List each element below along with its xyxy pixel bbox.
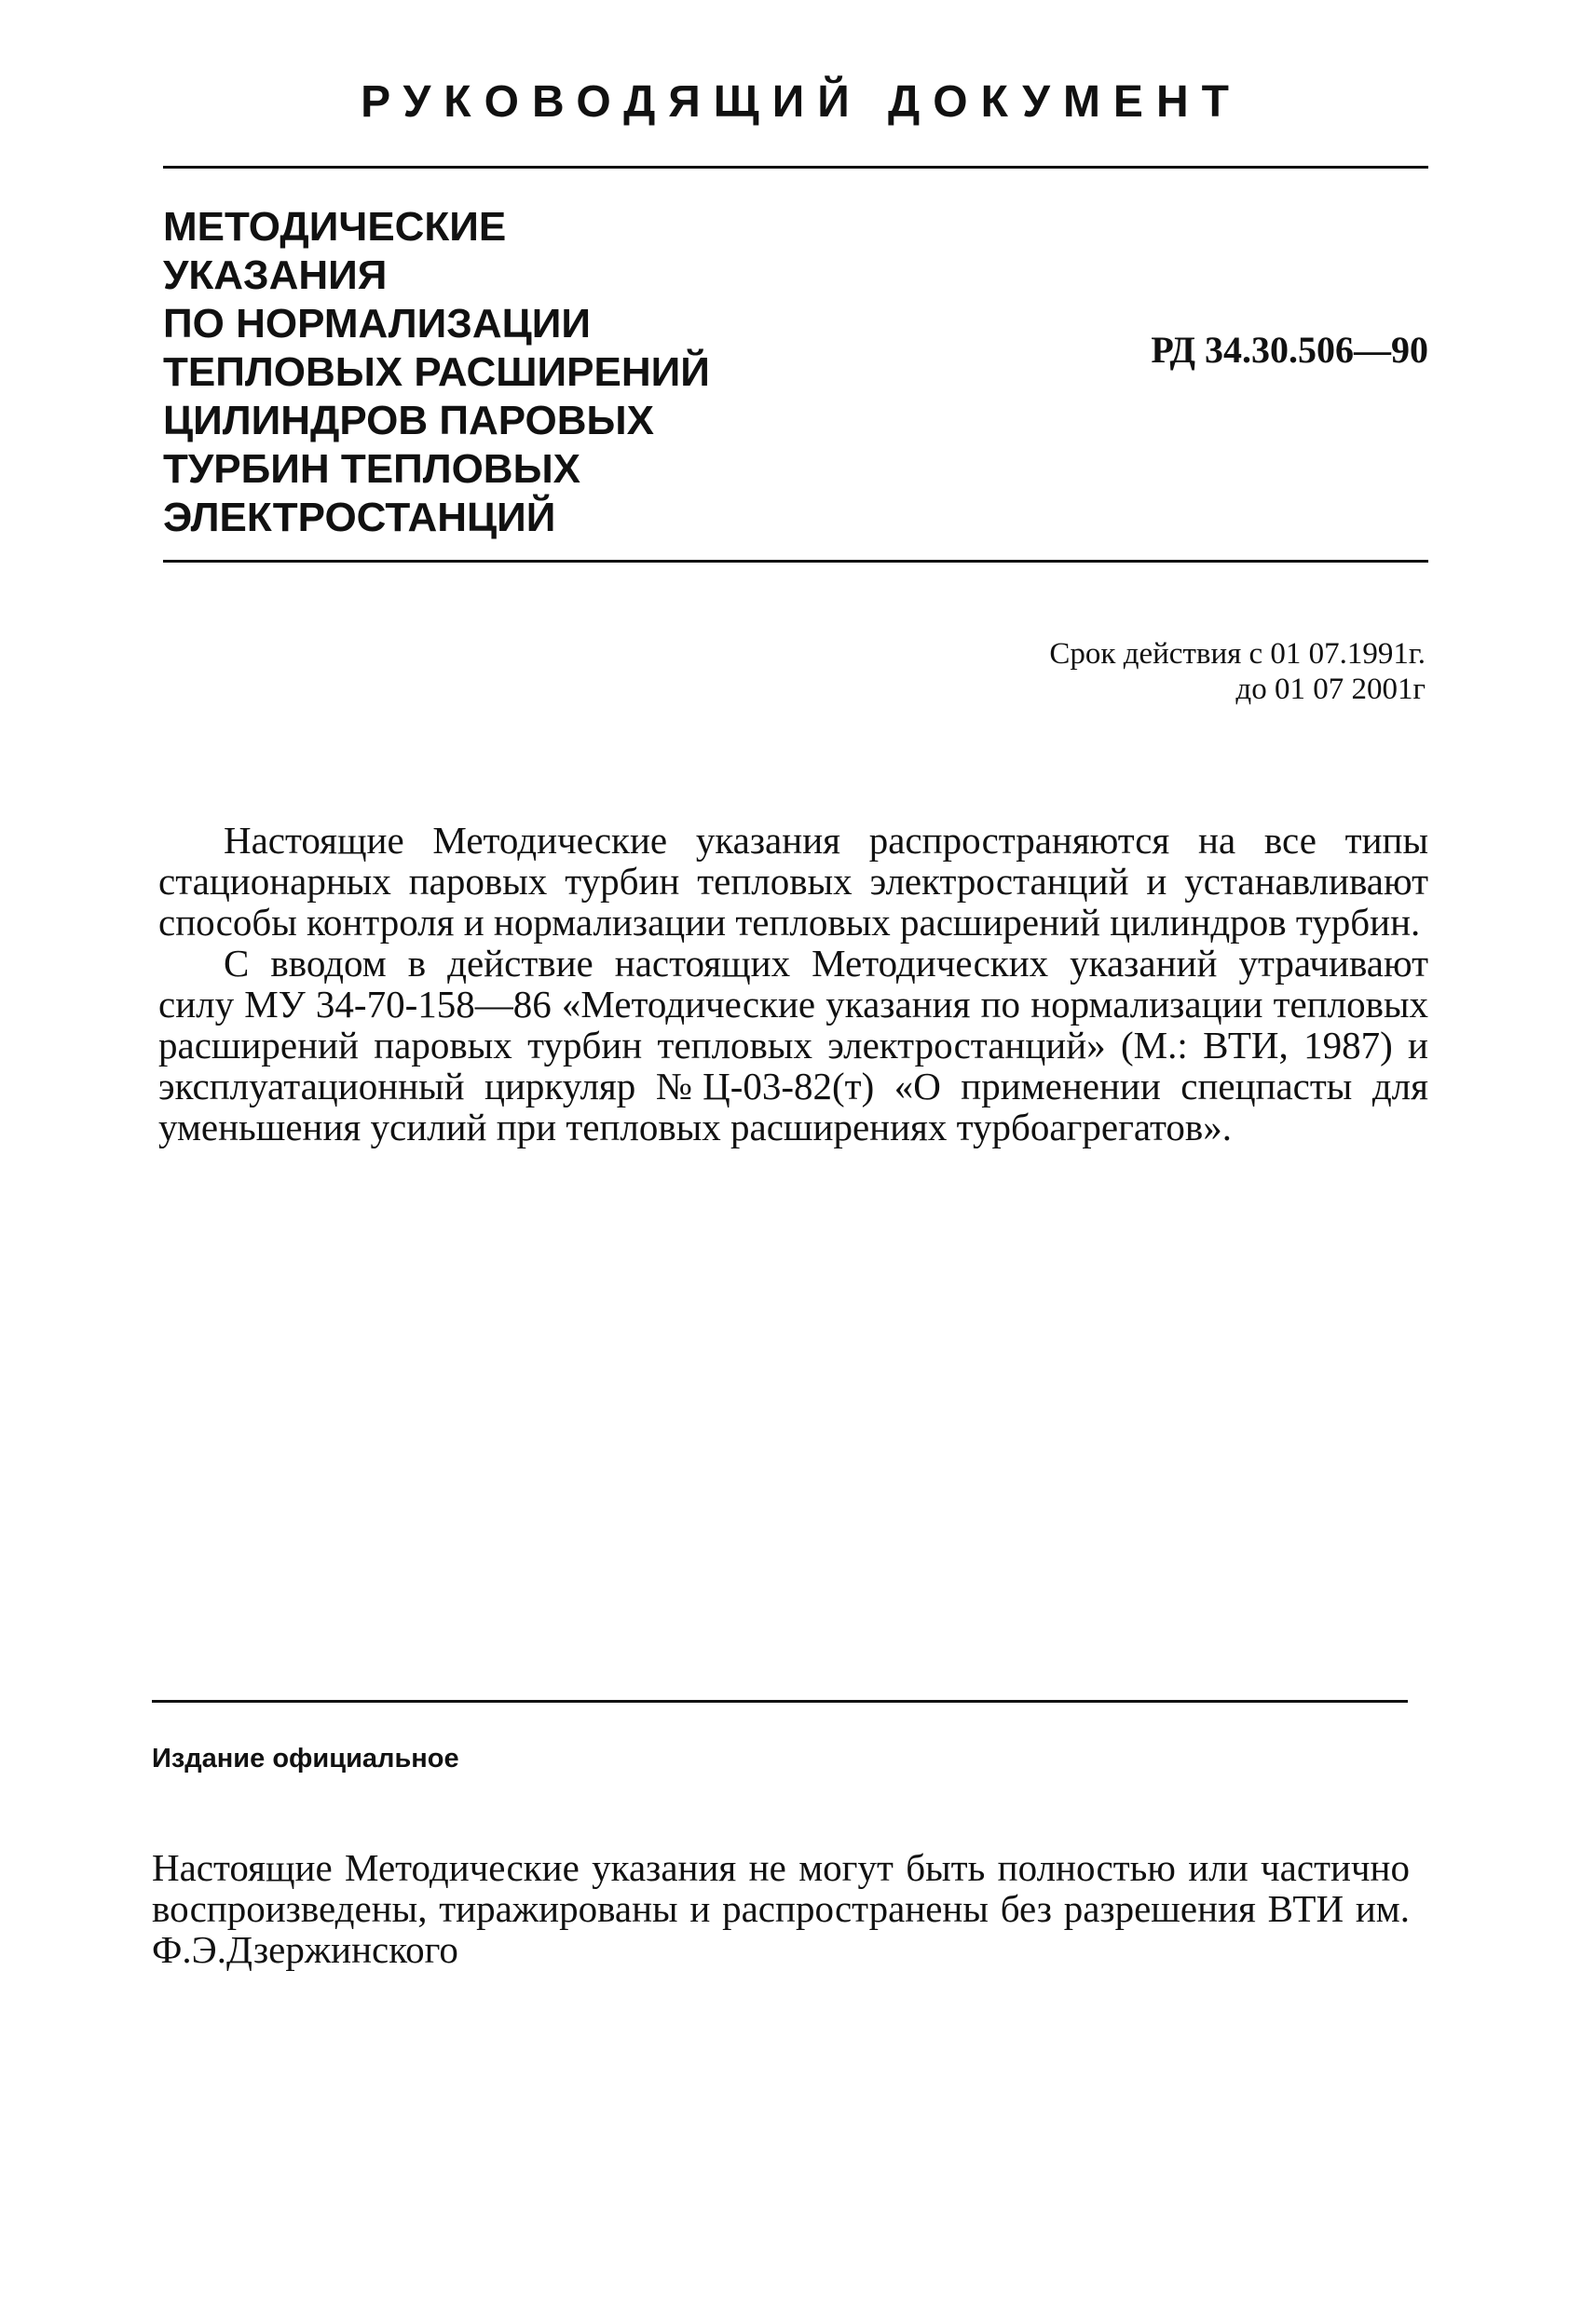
title-line: ЦИЛИНДРОВ ПАРОВЫХ bbox=[163, 398, 654, 443]
validity-from: Срок действия с 01 07.1991г. bbox=[1049, 637, 1426, 671]
title-line: ЭЛЕКТРОСТАНЦИЙ bbox=[163, 495, 556, 540]
title-divider bbox=[163, 560, 1428, 563]
edition-label: Издание официальное bbox=[152, 1744, 459, 1774]
validity-period bbox=[839, 636, 1426, 707]
validity-to: до 01 07 2001г bbox=[1235, 673, 1426, 706]
title-line: ТЕПЛОВЫХ РАСШИРЕНИЙ bbox=[163, 349, 710, 395]
document-title bbox=[163, 203, 871, 542]
body-paragraph: С вводом в действие настоящих Методических указаний утрачивают силу МУ 34-70-158—86 «Методические указания по нормализации тепловых расширений паровых турбин тепловых электростанций» (М.: ВТИ, 1987) и эксплуатационный циркуляр №Ц-03-82(т) «О применении спецпасты для уменьшения усилий при тепловых расширениях турбоагрегатов». bbox=[158, 942, 1428, 1148]
copyright-notice bbox=[152, 1847, 1410, 1970]
document-type-heading: РУКОВОДЯЩИЙ ДОКУМЕНТ bbox=[361, 77, 1242, 127]
title-line: ТУРБИН ТЕПЛОВЫХ bbox=[163, 446, 580, 492]
body-paragraph: Настоящие Методические указания распространяются на все типы стационарных паровых турбин тепловых электростанций и устанавливают способы контроля и нормализации тепловых расширений цилиндров турбин. bbox=[158, 819, 1428, 944]
body-text bbox=[158, 820, 1428, 1148]
copyright-text: Настоящие Методические указания не могут быть полностью или частично воспроизведены, тиражированы и распространены без разрешения ВТИ им. Ф.Э.Дзержинского bbox=[152, 1846, 1410, 1971]
document-code: РД 34.30.506—90 bbox=[1151, 329, 1428, 371]
title-line: МЕТОДИЧЕСКИЕ bbox=[163, 204, 507, 250]
top-divider bbox=[163, 166, 1428, 169]
title-line: ПО НОРМАЛИЗАЦИИ bbox=[163, 301, 592, 347]
title-line: УКАЗАНИЯ bbox=[163, 252, 388, 298]
footer-divider bbox=[152, 1700, 1408, 1703]
